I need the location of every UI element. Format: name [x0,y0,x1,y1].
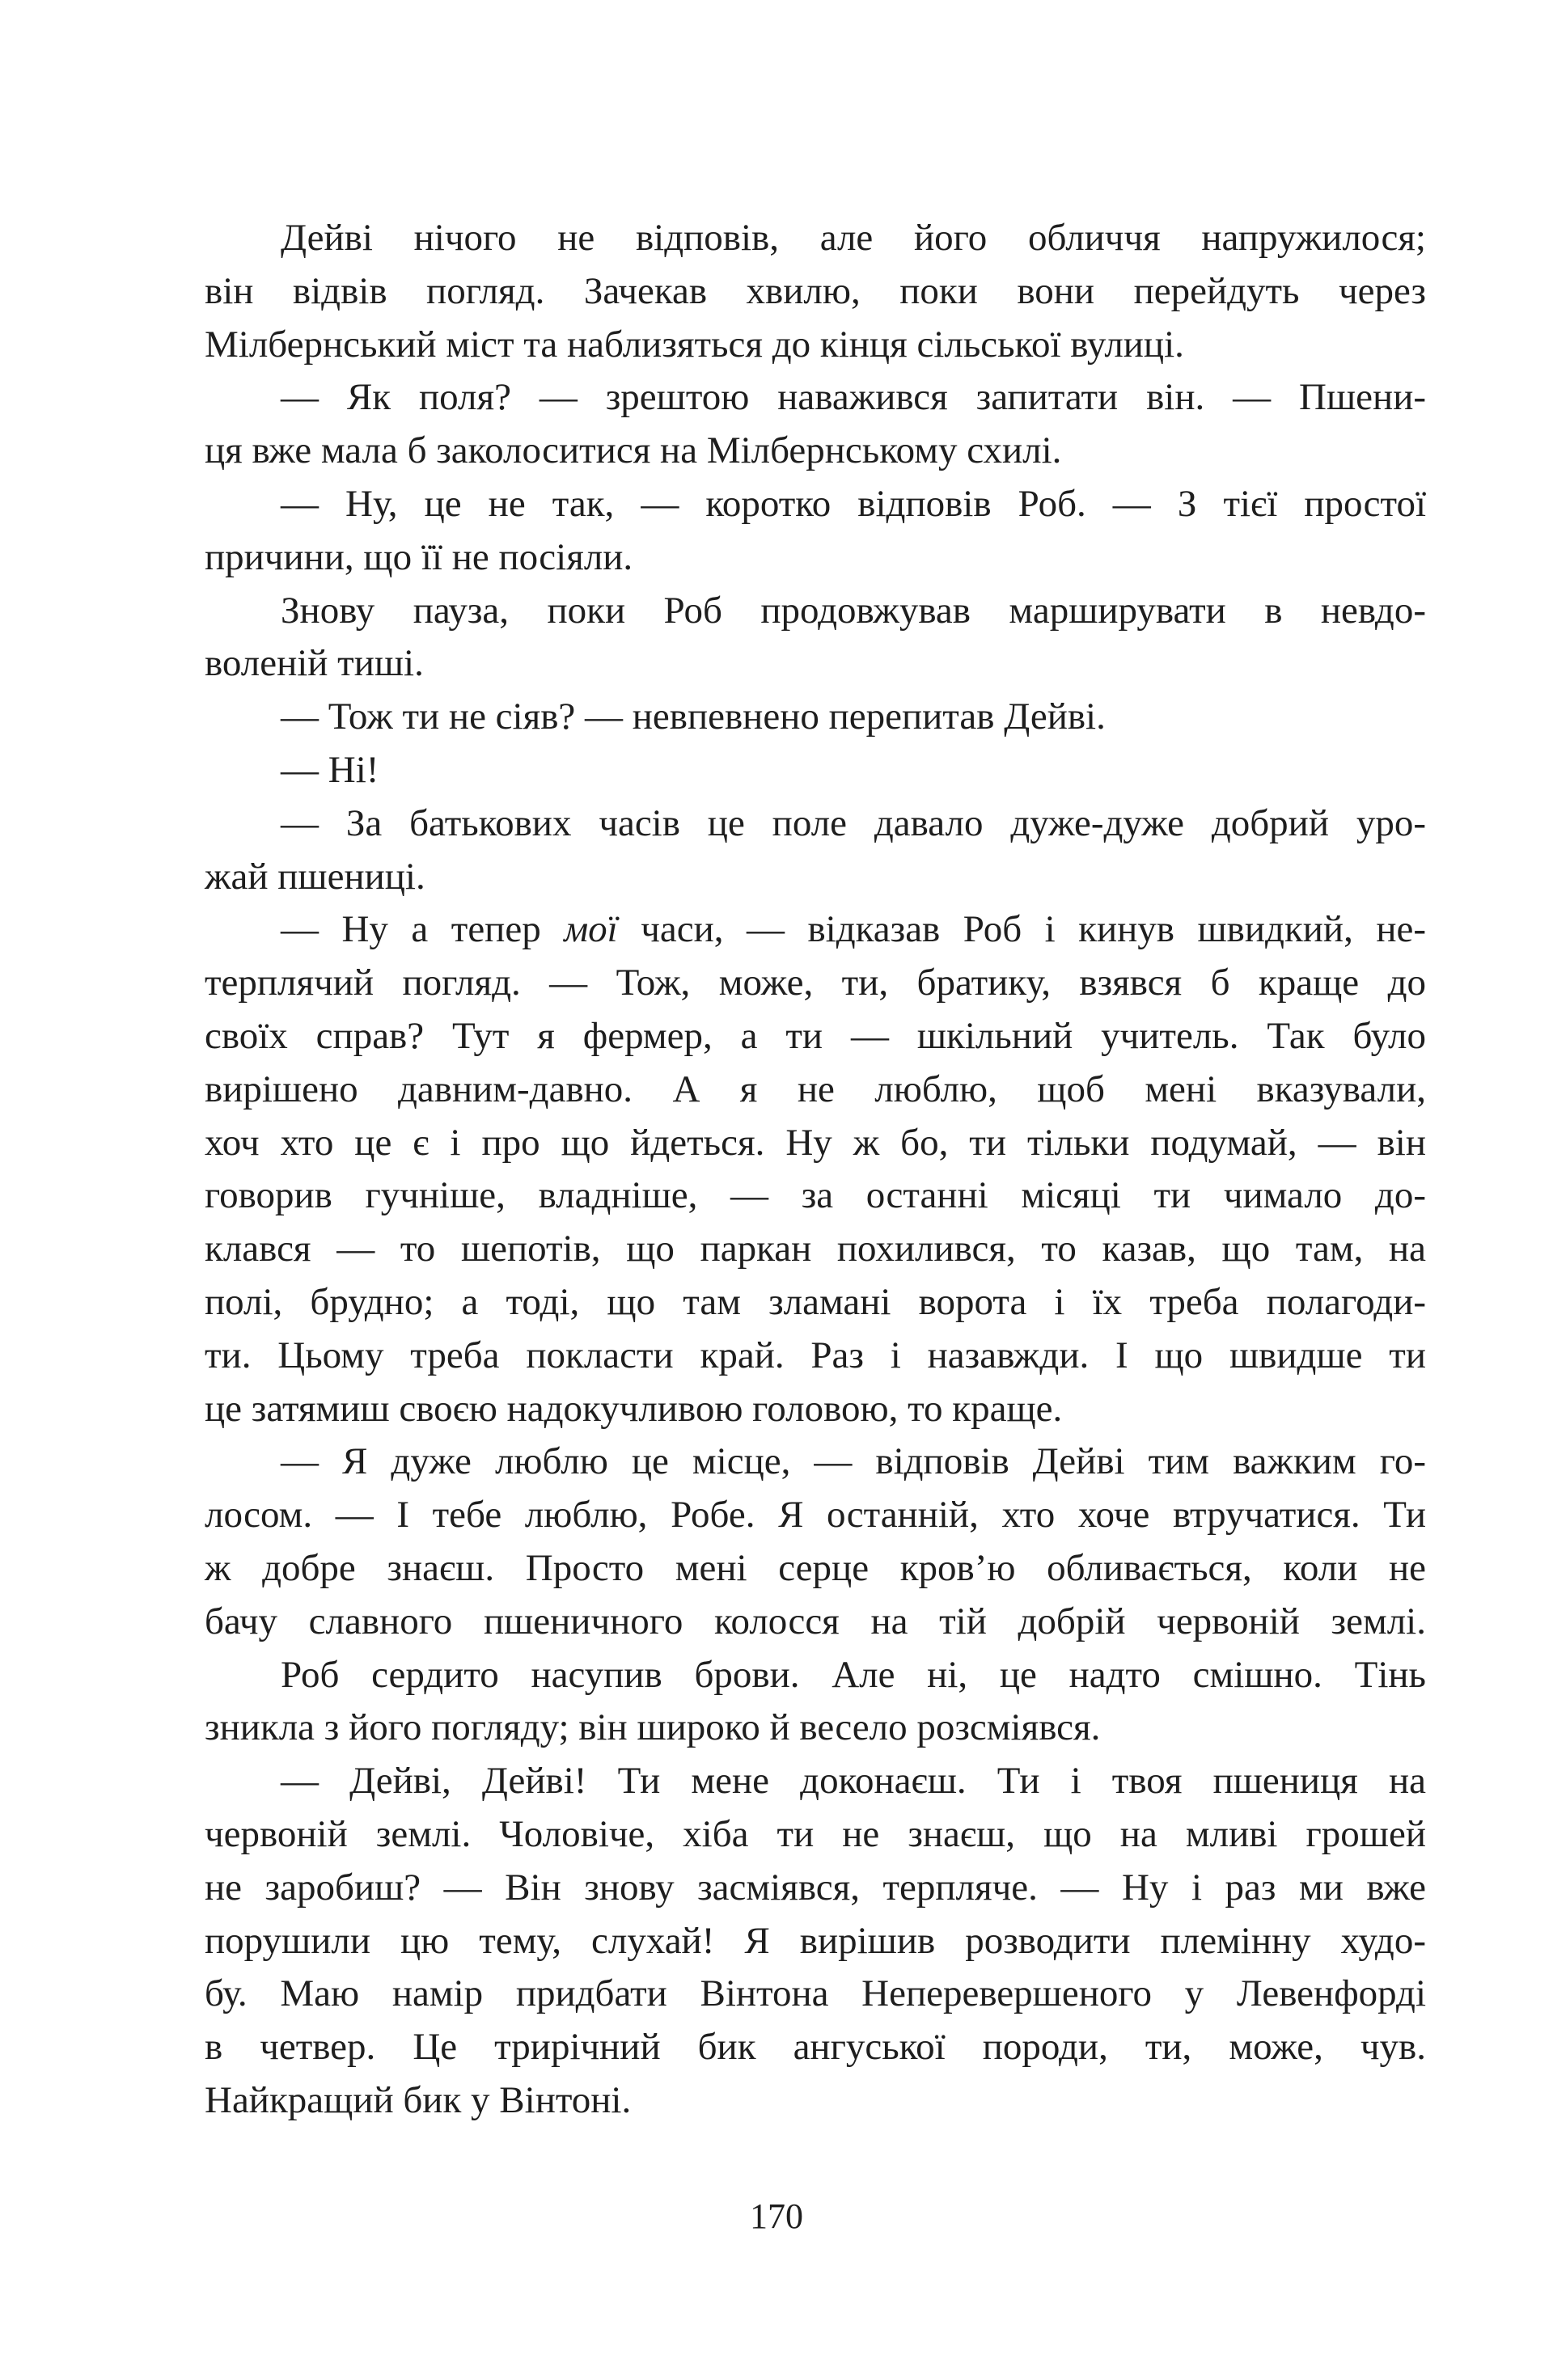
text-line: — Дейві, Дейві! Ти мене доконаєш. Ти і твоя пшениця на [281,1760,1426,1803]
text-line: — Ну, це не так, — коротко відповів Роб. — З тієї простої [281,482,1426,525]
text-line [205,903,1426,957]
text-line: — Тож ти не сіяв? — невпевнено перепитав Дейві. [281,695,1106,738]
text-line: ти. Цьому треба покласти край. Раз і назавжди. І що швидше ти [205,1334,1426,1376]
text-line: не заробиш? — Він знову засміявся, терпляче. — Ну і раз ми вже [205,1866,1426,1909]
text-line: зникла з його погляду; він широко й весело розсміявся. [205,1706,1101,1749]
text-line: жай пшениці. [205,855,425,898]
text-line: бу. Маю намір придбати Вінтона Неперевершеного у Левенфорді [205,1972,1426,2015]
text-line: Дейві нічого не відповів, але його обличчя напружилося; [281,217,1426,259]
text-span: — Ну а тепер [281,908,565,951]
text-line: терплячий погляд. — Тож, може, ти, братику, взявся б краще до [205,962,1426,1004]
emphasis-text: мої [564,908,618,951]
text-line: Мілбернський міст та наблизяться до кінця сільської вулиці. [205,323,1184,366]
text-line: Роб сердито насупив брови. Але ні, це надто смішно. Тінь [281,1653,1426,1696]
text-line: говорив гучніше, владніше, — за останні місяці ти чимало до- [205,1174,1426,1217]
text-line: — Я дуже люблю це місце, — відповів Дейві тим важким го- [281,1440,1426,1483]
text-line: причини, що її не посіяли. [205,535,633,578]
text-line: — Як поля? — зрештою наважився запитати він. — Пшени- [281,376,1426,419]
text-line: Найкращий бик у Вінтоні. [205,2078,632,2121]
page-body [205,212,1426,2128]
text-span: часи, — відказав Роб і кинув швидкий, не- [617,908,1426,951]
text-line: своїх справ? Тут я фермер, а ти — шкільний учитель. Так було [205,1014,1426,1057]
text-line: клався — то шепотів, що паркан похилився, то казав, що там, на [205,1228,1426,1270]
text-line: полі, брудно; а тоді, що там зламані ворота і їх треба полагоди- [205,1280,1426,1323]
text-line: воленій тиші. [205,642,424,685]
text-line: хоч хто це є і про що йдеться. Ну ж бо, ти тільки подумай, — він [205,1121,1426,1164]
text-line: порушили цю тему, слухай! Я вирішив розводити племінну худо- [205,1919,1426,1962]
text-line: вирішено давним-давно. А я не люблю, щоб мені вказували, [205,1067,1426,1110]
text-line: це затямиш своєю надокучливою головою, то краще. [205,1387,1063,1430]
text-line: червоній землі. Чоловіче, хіба ти не знаєш, що на мливі грошей [205,1812,1426,1855]
text-line: в четвер. Це трирічний бик ангуської породи, ти, може, чув. [205,2026,1426,2069]
text-line: ж добре знаєш. Просто мені серце кров’ю обливається, коли не [205,1546,1426,1589]
page-number: 170 [750,2196,803,2236]
text-line: ця вже мала б заколоситися на Мілбернському схилі. [205,429,1062,472]
text-line: лосом. — І тебе люблю, Робе. Я останній, хто хоче втручатися. Ти [205,1494,1426,1537]
text-line: Знову пауза, поки Роб продовжував марширувати в невдо- [281,589,1426,632]
text-line: він відвів погляд. Зачекав хвилю, поки вони перейдуть через [205,269,1426,312]
text-line: — За батькових часів це поле давало дуже-дуже добрий уро- [281,801,1426,844]
text-line: — Ні! [281,748,379,791]
text-line: бачу славного пшеничного колосся на тій добрій червоній землі. [205,1600,1426,1642]
